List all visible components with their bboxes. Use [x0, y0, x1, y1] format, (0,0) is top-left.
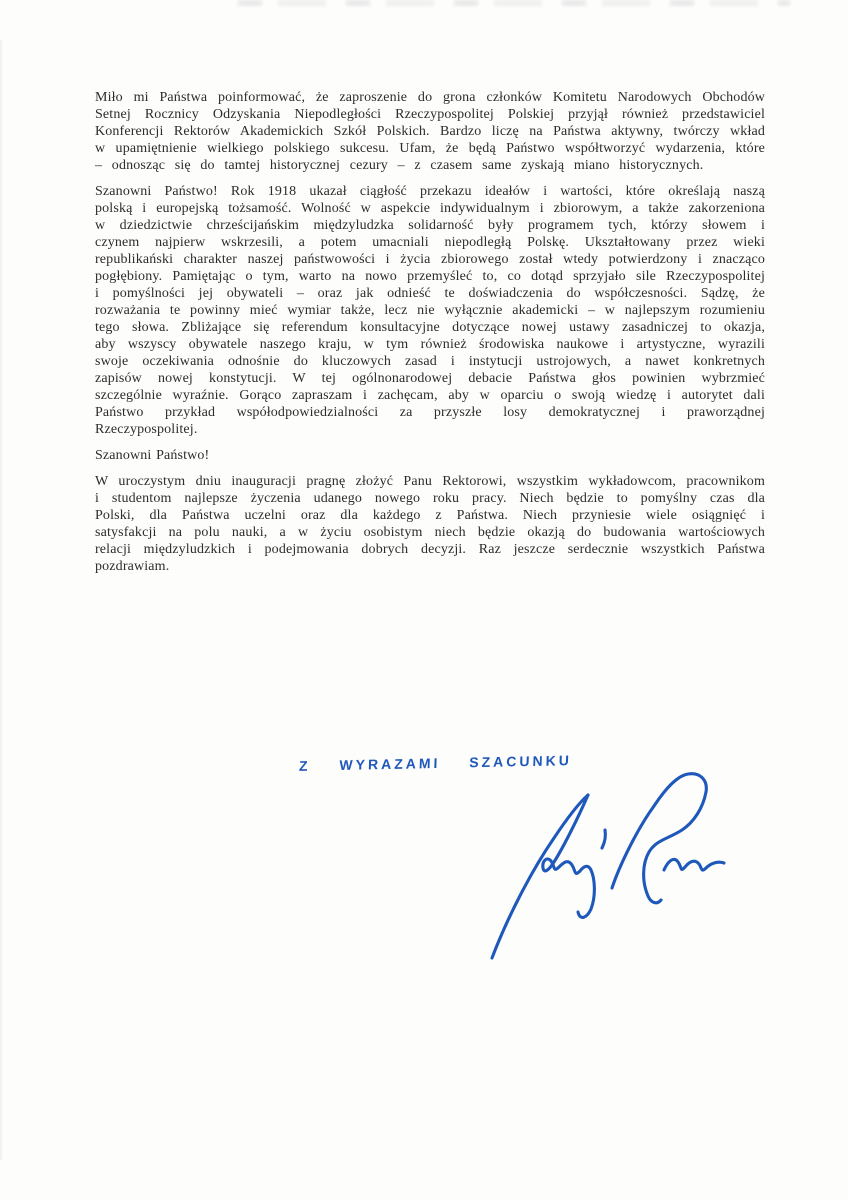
scan-artifact-left-edge [0, 40, 2, 1160]
signature-stroke-m-squiggle [543, 795, 595, 917]
letter-body [95, 89, 765, 584]
signature-stroke-upstroke [492, 795, 588, 958]
salutation-line: Szanowni Państwo! [95, 448, 210, 463]
signature-stroke-apostrophe [602, 830, 605, 848]
paragraph-1918-anniversary: Szanowni Państwo! Rok 1918 ukazał ciągłość przekazu ideałów i wartości, które określają naszą polską i europejską tożsamość. Wolność w aspekcie indywidualnym i zbiorowym, a także zakorzeniona w dziedzictwie chrześcijańskim międzyludzka solidarność były programem tych, którzy słowem i czynem najpierw wskrzesili, a potem umacniali niepodległą Polskę. Ukształtowany przez wieki republikański charakter naszej państwowości i życia zbiorowego został wtedy potwierdzony i znacząco pogłębiony. Pamiętając o tym, warto na nowo przemyśleć to, co dotąd sprzyjało sile Rzeczypospolitej i pomyślności jej obywateli – oraz jak odnieść te doświadczenia do współczesności. Sądzę, że rozważania te powinny mieć wymiar także, lecz nie wyłącznie akademicki – w najlepszym rozumieniu tego słowa. Zbliżające się referendum konsultacyjne dotyczące nowej ustawy zasadniczej to okazja, aby wszyscy obywatele naszego kraju, w tym również środowiska naukowe i artystyczne, wyrazili swoje oczekiwania odnośnie do kluczowych zasad i instytucji ustrojowych, a nawet konkretnych zapisów nowej konstytucji. W tej ogólnonarodowej debacie Państwa głos powinien wybrzmieć szczególnie wyraźnie. Gorąco zapraszam i zachęcam, aby w oparciu o swoją wiedzę i autorytet dali Państwo przykład współodpowiedzialności za przyszłe losy demokratycznej i praworządnej Rzeczypospolitej. [95, 184, 765, 437]
signature-stroke-tail [664, 859, 724, 870]
scan-artifact-top-edge [238, 0, 790, 6]
signature-stroke-loop [612, 774, 706, 903]
paragraph-wishes: W uroczystym dniu inauguracji pragnę złożyć Panu Rektorowi, wszystkim wykładowcom, pracownikom i studentom najlepsze życzenia udanego nowego roku pracy. Niech będzie to pomyślny czas dla Polski, dla Państwa uczelni oraz dla każdego z Państwa. Niech przyniesie wiele osiągnięć i satysfakcji na polu nauki, a w życiu osobistym niech będzie okazją do budowania wartościowych relacji międzyludzkich i podejmowania dobrych decyzji. Raz jeszcze serdecznie wszystkich Państwa pozdrawiam. [95, 474, 765, 574]
handwritten-signature [468, 766, 738, 966]
paragraph-invitation: Miło mi Państwa poinformować, że zaproszenie do grona członków Komitetu Narodowych Obchodów Setnej Rocznicy Odzyskania Niepodległości Rzeczypospolitej Polskiej przyjął również przedstawiciel Konferencji Rektorów Akademickich Szkół Polskich. Bardzo liczę na Państwa aktywny, twórczy wkład w upamiętnienie wielkiego polskiego sukcesu. Ufam, że będą Państwo współtworzyć wydarzenia, które – odnosząc się do tamtej historycznej cezury – z czasem same zyskają miano historycznych. [95, 90, 765, 173]
handwritten-closing: Z WYRAZAMI SZACUNKU [298, 752, 573, 774]
